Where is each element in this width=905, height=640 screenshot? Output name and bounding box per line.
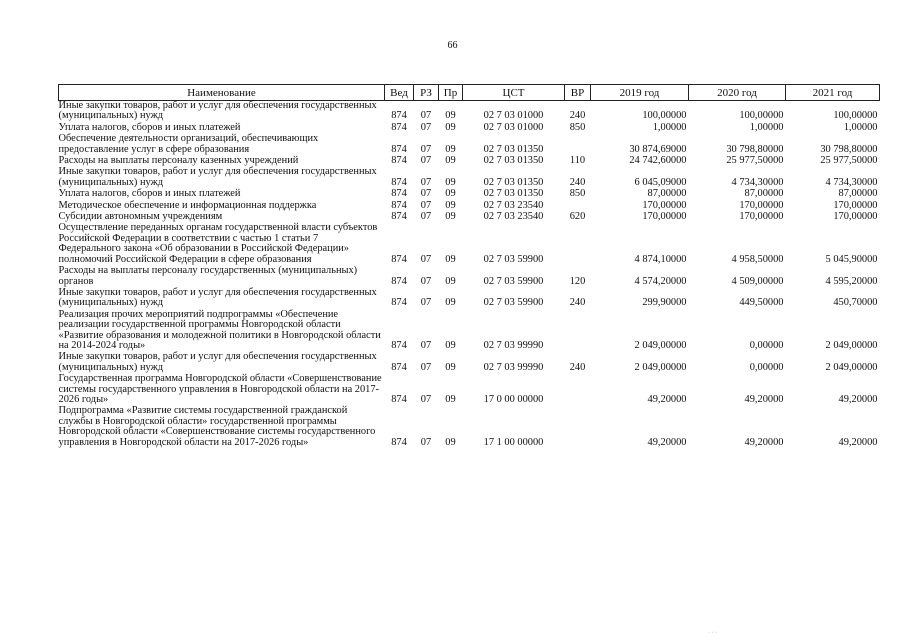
cell-2019: 24 742,60000 [629,155,687,167]
cell-name: Расходы на выплаты персоналу государственных (муниципальных) органов [58,265,358,287]
cell-rz: 07 [420,436,432,448]
cell-name: Иные закупки товаров, работ и услуг для обеспечения государственных (муниципальных) нужд [58,166,377,188]
cell-2021: 30 798,80000 [820,143,878,155]
table-row [59,101,880,123]
cell-vr: 240 [569,297,586,309]
cell-name: Осуществление переданных органам государственной власти субъектов Российской Федерации в соответствии с частью 1 статьи 7 Федерального закона «Об образовании в Российской Федерации» полномочий Российской Федерации в сфере образования [58,222,378,265]
cell-vr: 240 [569,176,586,188]
header-cst: ЦСТ [463,85,565,101]
cell-2020: 0,00000 [749,361,784,373]
cell-ved: 874 [391,176,407,188]
header-ved: Вед [385,85,414,101]
cell-ved: 874 [391,275,407,287]
cell-cst: 17 0 00 00000 [483,393,544,405]
cell-rz: 07 [420,211,432,223]
cell-pr: 09 [445,275,456,287]
cell-cst: 02 7 03 23540 [483,199,544,211]
cell-2019: 49,20000 [647,436,687,448]
cell-pr: 09 [445,155,456,167]
cell-2020: 49,20000 [744,436,784,448]
cell-2020: 49,20000 [744,393,784,405]
cell-2019: 170,00000 [642,199,687,211]
cell-2021: 49,20000 [838,393,878,405]
cell-pr: 09 [445,188,456,200]
cell-2019: 299,90000 [642,297,687,309]
cell-ved: 874 [391,155,407,167]
cell-ved: 874 [391,297,407,309]
cell-ved: 874 [391,188,407,200]
cell-2021: 450,70000 [833,297,878,309]
cell-cst: 02 7 03 99990 [483,339,544,351]
cell-pr: 09 [445,199,456,211]
cell-pr: 09 [445,297,456,309]
cell-2021: 5 045,90000 [825,253,878,265]
cell-vr [565,223,591,266]
table-body [59,101,880,450]
cell-2020: 100,00000 [739,110,784,122]
table-header-row [59,85,880,101]
cell-2021: 2 049,00000 [825,339,878,351]
cell-pr: 09 [445,143,456,155]
cell-2020: 25 977,50000 [726,155,784,167]
cell-vr [565,310,591,353]
header-rz: РЗ [414,85,439,101]
header-name: Наименование [59,85,385,101]
cell-2020: 170,00000 [739,211,784,223]
cell-rz: 07 [420,143,432,155]
cell-vr: 850 [569,188,586,200]
cell-vr [565,406,591,449]
cell-vr: 240 [569,110,586,122]
cell-pr: 09 [445,393,456,405]
cell-name: Иные закупки товаров, работ и услуг для обеспечения государственных (муниципальных) нужд [58,351,377,373]
cell-2019: 87,00000 [647,188,687,200]
cell-ved: 874 [391,339,407,351]
cell-2020: 4 509,00000 [731,275,784,287]
cell-vr: 110 [569,155,586,167]
cell-2021: 1,00000 [843,121,878,133]
header-vr: ВР [565,85,591,101]
cell-ved: 874 [391,253,407,265]
header-2019: 2019 год [591,85,689,101]
cell-cst: 02 7 03 01350 [483,176,544,188]
cell-pr: 09 [445,361,456,373]
cell-2020: 170,00000 [739,199,784,211]
cell-pr: 09 [445,339,456,351]
cell-2019: 4 874,10000 [634,253,687,265]
cell-ved: 874 [391,143,407,155]
cell-vr: 620 [569,211,586,223]
cell-ved: 874 [391,110,407,122]
cell-cst: 02 7 03 59900 [483,253,544,265]
cell-rz: 07 [420,176,432,188]
cell-rz: 07 [420,110,432,122]
cell-vr [565,374,591,406]
cell-2021: 4 595,20000 [825,275,878,287]
cell-2021: 49,20000 [838,436,878,448]
cell-rz: 07 [420,199,432,211]
cell-2020: 1,00000 [749,121,784,133]
cell-name: Расходы на выплаты персоналу казенных учреждений [58,155,299,167]
cell-rz: 07 [420,253,432,265]
cell-ved: 874 [391,199,407,211]
cell-cst: 02 7 03 99990 [483,361,544,373]
table-row [59,223,880,266]
cell-name: Реализация прочих мероприятий подпрограммы «Обеспечение реализации государственной программы Новгородской области «Развитие образования и молодежной политики в Новгородской области на 2014-2024 годы» [58,308,381,351]
cell-2020: 30 798,80000 [726,143,784,155]
cell-rz: 07 [420,361,432,373]
cell-rz: 07 [420,339,432,351]
table-row [59,406,880,449]
cell-name: Субсидии автономным учреждениям [58,211,223,223]
table-row [59,374,880,406]
cell-pr: 09 [445,253,456,265]
cell-rz: 07 [420,188,432,200]
cell-pr: 09 [445,176,456,188]
cell-2021: 170,00000 [833,211,878,223]
cell-2021: 87,00000 [838,188,878,200]
scan-mark: · · · [708,630,717,636]
header-2020: 2020 год [689,85,786,101]
cell-2019: 1,00000 [652,121,687,133]
cell-2021: 2 049,00000 [825,361,878,373]
cell-cst: 02 7 03 01350 [483,155,544,167]
cell-name: Уплата налогов, сборов и иных платежей [58,188,241,200]
cell-cst: 02 7 03 01000 [483,110,544,122]
cell-ved: 874 [391,436,407,448]
cell-cst: 17 1 00 00000 [483,436,544,448]
cell-name: Иные закупки товаров, работ и услуг для обеспечения государственных (муниципальных) нужд [58,286,377,309]
cell-rz: 07 [420,275,432,287]
cell-cst: 02 7 03 01000 [483,121,544,133]
cell-2020: 4 958,50000 [731,253,784,265]
cell-rz: 07 [420,155,432,167]
cell-ved: 874 [391,121,407,133]
cell-2019: 49,20000 [647,393,687,405]
cell-ved: 874 [391,361,407,373]
cell-name: Иные закупки товаров, работ и услуг для обеспечения государственных (муниципальных) нужд [58,100,377,122]
cell-2021: 25 977,50000 [820,155,878,167]
cell-vr: 120 [569,275,586,287]
cell-cst: 02 7 03 01350 [483,188,544,200]
cell-pr: 09 [445,110,456,122]
budget-table [58,84,880,449]
cell-2019: 2 049,00000 [634,361,687,373]
header-2021: 2021 год [786,85,880,101]
cell-2020: 4 734,30000 [731,176,784,188]
cell-2020: 87,00000 [744,188,784,200]
table-row [59,352,880,374]
table-row [59,189,880,200]
cell-cst: 02 7 03 23540 [483,211,544,223]
cell-name: Методическое обеспечение и информационная поддержка [58,199,317,211]
cell-rz: 07 [420,121,432,133]
cell-2021: 100,00000 [833,110,878,122]
table-row [59,134,880,156]
cell-cst: 02 7 03 59900 [483,297,544,309]
cell-pr: 09 [445,211,456,223]
cell-2019: 2 049,00000 [634,339,687,351]
cell-2020: 0,00000 [749,339,784,351]
cell-pr: 09 [445,121,456,133]
cell-cst: 02 7 03 01350 [483,143,544,155]
cell-2019: 4 574,20000 [634,275,687,287]
cell-2021: 4 734,30000 [825,176,878,188]
cell-name: Государственная программа Новгородской области «Совершенствование системы государственного управления в Новгородской области на 2017-2026 годы» [58,373,382,405]
cell-name: Обеспечение деятельности организаций, обеспечивающих предоставление услуг в сфере образования [58,133,319,155]
cell-rz: 07 [420,393,432,405]
header-pr: Пр [439,85,463,101]
cell-2019: 170,00000 [642,211,687,223]
cell-2019: 30 874,69000 [629,143,687,155]
cell-vr: 850 [569,121,586,133]
cell-vr [565,134,591,156]
cell-vr: 240 [569,361,586,373]
cell-ved: 874 [391,211,407,223]
table-row [59,310,880,353]
cell-2019: 100,00000 [642,110,687,122]
table-row [59,266,880,288]
cell-2020: 449,50000 [739,297,784,309]
cell-cst: 02 7 03 59900 [483,275,544,287]
cell-rz: 07 [420,297,432,309]
table-row [59,288,880,310]
cell-2019: 6 045,09000 [634,176,687,188]
table-row [59,167,880,189]
cell-name: Подпрограмма «Развитие системы государственной гражданской службы в Новгородской области» государственной программы Новгородской области «Совершенствование системы государственного управления в Новгородской области на 2017-2026 годы» [58,405,376,448]
cell-pr: 09 [445,436,456,448]
cell-2021: 170,00000 [833,199,878,211]
cell-ved: 874 [391,393,407,405]
cell-name: Уплата налогов, сборов и иных платежей [58,121,241,133]
page-number: 66 [447,40,458,51]
